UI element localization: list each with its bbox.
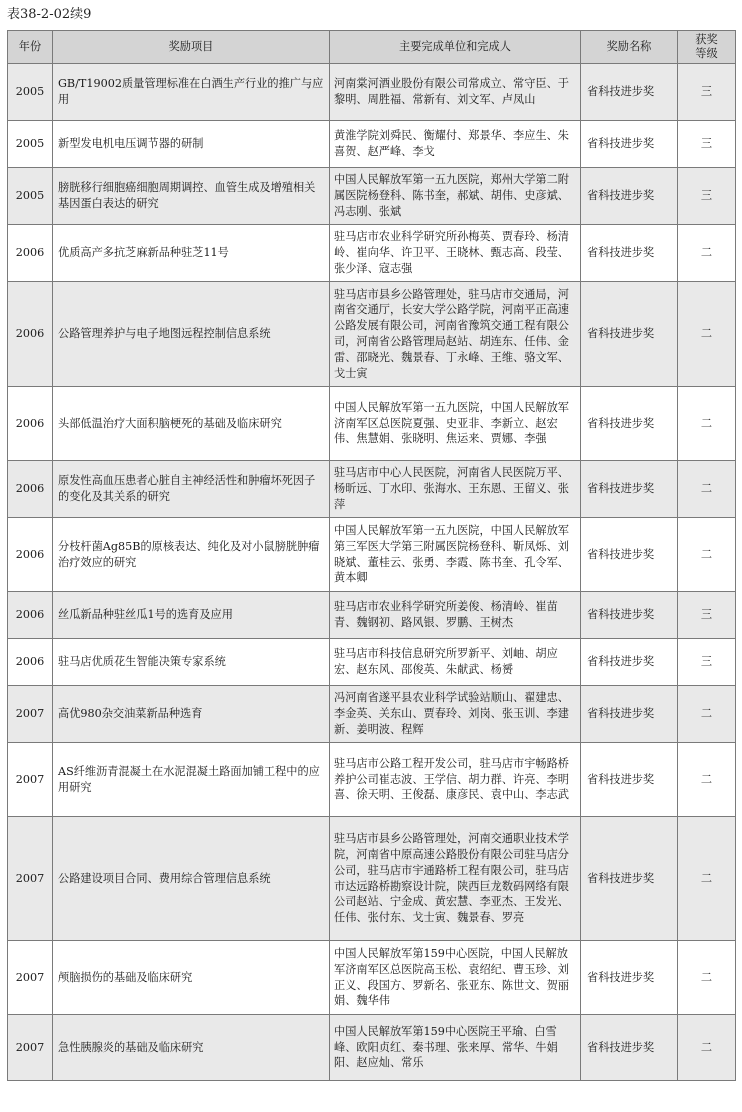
cell-level: 三 <box>678 592 736 639</box>
cell-project: 丝瓜新品种驻丝瓜1号的选育及应用 <box>53 592 330 639</box>
table-row <box>8 592 736 639</box>
cell-units: 中国人民解放军第159中心医院，中国人民解放军济南军区总医院高玉松、袁绍纪、曹玉珍、刘正义、段国方、罗新名、张亚东、陈世文、贺丽娟、魏华伟 <box>330 941 581 1015</box>
cell-year: 2007 <box>8 1015 53 1081</box>
cell-level: 二 <box>678 817 736 941</box>
cell-project: 新型发电机电压调节器的研制 <box>53 121 330 168</box>
table-row <box>8 225 736 282</box>
cell-units: 驻马店市中心人民医院，河南省人民医院万平、杨昕远、丁水印、张海水、王东恩、王留义、张萍 <box>330 461 581 518</box>
cell-award: 省科技进步奖 <box>581 168 678 225</box>
cell-project: AS纤维沥青混凝土在水泥混凝土路面加铺工程中的应用研究 <box>53 743 330 817</box>
cell-level: 二 <box>678 518 736 592</box>
cell-level: 二 <box>678 282 736 387</box>
cell-year: 2006 <box>8 518 53 592</box>
cell-project: 公路建设项目合同、费用综合管理信息系统 <box>53 817 330 941</box>
cell-year: 2005 <box>8 64 53 121</box>
cell-award: 省科技进步奖 <box>581 686 678 743</box>
cell-award: 省科技进步奖 <box>581 461 678 518</box>
cell-project: 颅脑损伤的基础及临床研究 <box>53 941 330 1015</box>
table-row <box>8 121 736 168</box>
cell-units: 驻马店市农业科学研究所孙梅英、贾春玲、杨清岭、崔向华、许卫平、王晓林、甄志高、段莹、张少泽、寇志强 <box>330 225 581 282</box>
cell-award: 省科技进步奖 <box>581 743 678 817</box>
header-project: 奖励项目 <box>53 31 330 64</box>
cell-project: 公路管理养护与电子地图远程控制信息系统 <box>53 282 330 387</box>
cell-year: 2006 <box>8 225 53 282</box>
cell-project: 优质高产多抗芝麻新品种驻芝11号 <box>53 225 330 282</box>
table-body <box>8 64 736 1081</box>
cell-award: 省科技进步奖 <box>581 817 678 941</box>
cell-project: 高优980杂交油菜新品种选育 <box>53 686 330 743</box>
cell-level: 二 <box>678 941 736 1015</box>
cell-units: 驻马店市农业科学研究所姜俊、杨清岭、崔苗青、魏钢初、路风银、罗鹏、王树杰 <box>330 592 581 639</box>
cell-award: 省科技进步奖 <box>581 225 678 282</box>
table-row <box>8 941 736 1015</box>
cell-units: 河南棠河酒业股份有限公司常成立、常守臣、于黎明、周胜福、常新有、刘文军、卢凤山 <box>330 64 581 121</box>
cell-year: 2005 <box>8 168 53 225</box>
cell-award: 省科技进步奖 <box>581 64 678 121</box>
cell-year: 2007 <box>8 817 53 941</box>
table-row <box>8 639 736 686</box>
table-row <box>8 686 736 743</box>
cell-units: 黄淮学院刘舜民、衡耀付、郑景华、李应生、朱喜贺、赵严峰、李戈 <box>330 121 581 168</box>
table-row <box>8 64 736 121</box>
header-award: 奖励名称 <box>581 31 678 64</box>
table-caption: 表38-2-02续9 <box>7 7 92 22</box>
cell-units: 驻马店市县乡公路管理处，河南交通职业技术学院，河南省中原高速公路股份有限公司驻马店分公司，驻马店市宇通路桥工程有限公司，驻马店市达远路桥勘察设计院，陕西巨龙数码网络有限公司赵站、宁金成、黄宏慧、李亚杰、王发光、任伟、张付东、戈士寅、魏景春、罗亮 <box>330 817 581 941</box>
cell-units: 冯河南省遂平县农业科学试验站顺山、翟建忠、李金英、关东山、贾春玲、刘岗、张玉训、李建新、姜明波、程辉 <box>330 686 581 743</box>
cell-level: 二 <box>678 1015 736 1081</box>
table-row <box>8 461 736 518</box>
cell-level: 三 <box>678 639 736 686</box>
cell-award: 省科技进步奖 <box>581 592 678 639</box>
cell-award: 省科技进步奖 <box>581 639 678 686</box>
cell-units: 驻马店市县乡公路管理处，驻马店市交通局，河南省交通厅，长安大学公路学院，河南平正高速公路发展有限公司，河南省豫筑交通工程有限公司，河南省公路管理局赵站、胡连东、任伟、金雷、邵晓光、魏景春、丁永峰、王维、骆文军、戈士寅 <box>330 282 581 387</box>
cell-level: 二 <box>678 387 736 461</box>
header-year: 年份 <box>8 31 53 64</box>
cell-year: 2006 <box>8 387 53 461</box>
cell-units: 驻马店市公路工程开发公司，驻马店市宇畅路桥养护公司崔志波、王学信、胡力群、许亮、李明喜、徐天明、王俊磊、康彦民、袁中山、李志武 <box>330 743 581 817</box>
cell-project: 头部低温治疗大面积脑梗死的基础及临床研究 <box>53 387 330 461</box>
cell-award: 省科技进步奖 <box>581 941 678 1015</box>
cell-units: 中国人民解放军第159中心医院王平瑜、白雪峰、欧阳贞红、秦书理、张来厚、常华、牛娟阳、赵应灿、常乐 <box>330 1015 581 1081</box>
cell-year: 2006 <box>8 461 53 518</box>
cell-award: 省科技进步奖 <box>581 387 678 461</box>
cell-level: 三 <box>678 121 736 168</box>
awards-table <box>7 30 736 1081</box>
header-level: 获奖等级 <box>678 31 736 64</box>
cell-level: 二 <box>678 686 736 743</box>
table-row <box>8 1015 736 1081</box>
table-row <box>8 387 736 461</box>
cell-award: 省科技进步奖 <box>581 121 678 168</box>
header-units: 主要完成单位和完成人 <box>330 31 581 64</box>
cell-units: 中国人民解放军第一五九医院，中国人民解放军济南军区总医院夏强、史亚非、李新立、赵宏伟、焦慧娟、张晓明、焦运来、贾娜、李强 <box>330 387 581 461</box>
cell-project: 驻马店优质花生智能决策专家系统 <box>53 639 330 686</box>
header-row <box>8 31 736 64</box>
cell-project: 分枝杆菌Ag85B的原核表达、纯化及对小鼠膀胱肿瘤治疗效应的研究 <box>53 518 330 592</box>
table-row <box>8 168 736 225</box>
cell-year: 2007 <box>8 941 53 1015</box>
cell-year: 2007 <box>8 686 53 743</box>
cell-project: 膀胱移行细胞癌细胞周期调控、血管生成及增殖相关基因蛋白表达的研究 <box>53 168 330 225</box>
cell-level: 三 <box>678 64 736 121</box>
cell-units: 中国人民解放军第一五九医院，郑州大学第二附属医院杨登科、陈书奎，郝斌、胡伟、史彦斌、冯志刚、张斌 <box>330 168 581 225</box>
cell-year: 2006 <box>8 592 53 639</box>
table-row <box>8 282 736 387</box>
cell-award: 省科技进步奖 <box>581 1015 678 1081</box>
table-row <box>8 817 736 941</box>
cell-award: 省科技进步奖 <box>581 518 678 592</box>
cell-year: 2006 <box>8 639 53 686</box>
cell-project: GB/T19002质量管理标准在白酒生产行业的推广与应用 <box>53 64 330 121</box>
cell-project: 急性胰腺炎的基础及临床研究 <box>53 1015 330 1081</box>
cell-level: 三 <box>678 168 736 225</box>
table-row <box>8 743 736 817</box>
cell-units: 驻马店市科技信息研究所罗新平、刘岫、胡应宏、赵东风、邵俊英、朱献武、杨赟 <box>330 639 581 686</box>
cell-year: 2005 <box>8 121 53 168</box>
cell-level: 二 <box>678 461 736 518</box>
cell-level: 二 <box>678 743 736 817</box>
cell-level: 二 <box>678 225 736 282</box>
cell-units: 中国人民解放军第一五九医院，中国人民解放军第三军医大学第三附属医院杨登科、靳凤烁、刘晓斌、董桂云、张勇、李霞、陈书奎、孔令军、黄本卿 <box>330 518 581 592</box>
cell-project: 原发性高血压患者心脏自主神经活性和肿瘤坏死因子的变化及其关系的研究 <box>53 461 330 518</box>
cell-year: 2007 <box>8 743 53 817</box>
table-row <box>8 518 736 592</box>
cell-year: 2006 <box>8 282 53 387</box>
cell-award: 省科技进步奖 <box>581 282 678 387</box>
